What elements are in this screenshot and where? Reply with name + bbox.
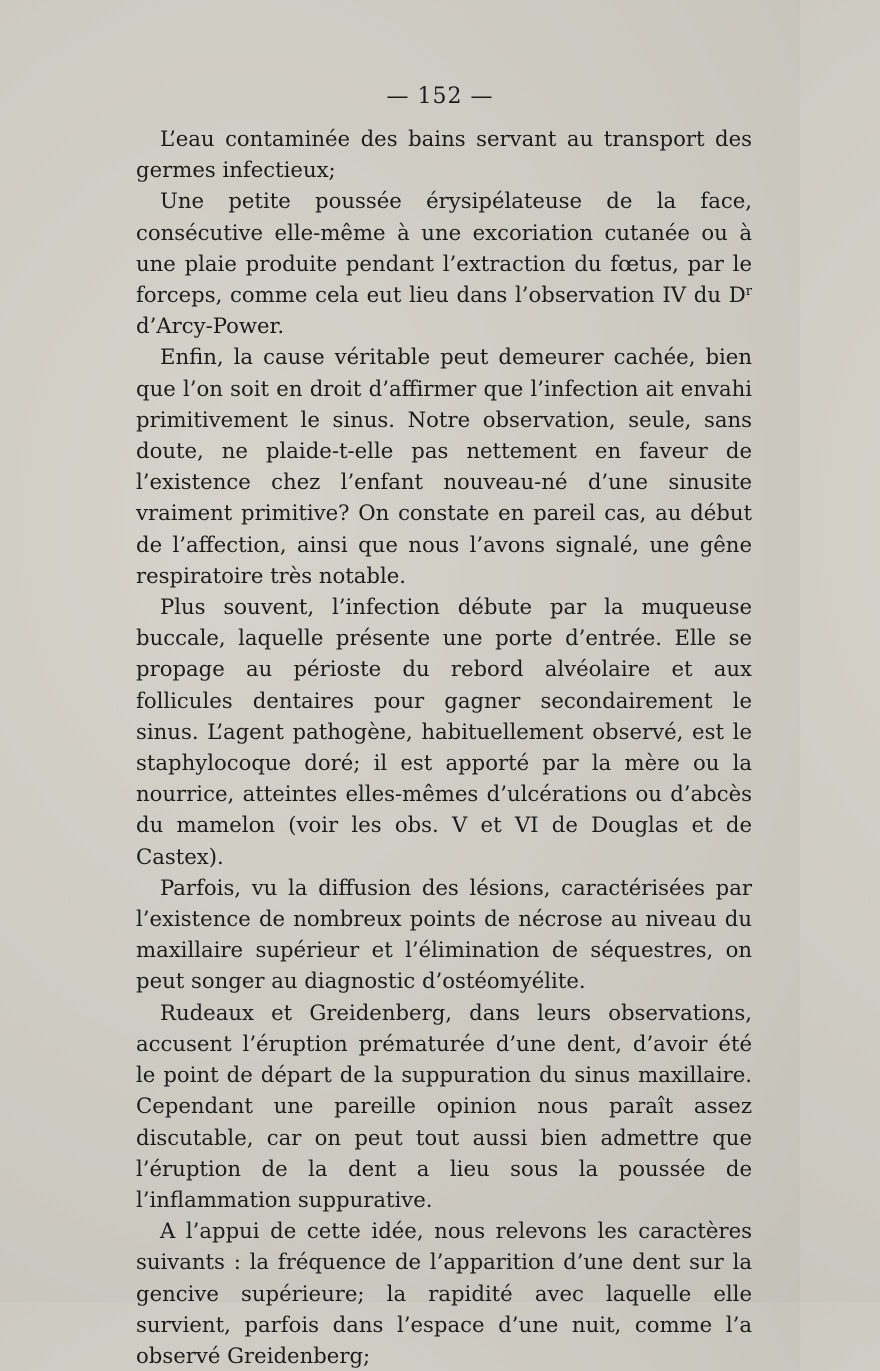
paragraph-6: Rudeaux et Greidenberg, dans leurs observations, accusent l’éruption prématurée d’une dent, d’avoir été le point de départ de la suppuration du sinus maxillaire. Cependant une pareille opinion nous paraît assez discutable, car on peut tout aussi bien admettre que l’éruption de la dent a lieu sous la poussée de l’inflammation suppurative.	[136, 999, 752, 1212]
paragraph-2	[136, 185, 752, 341]
page-number: — 152 —	[386, 84, 494, 109]
paragraph-3: Enfin, la cause véritable peut demeurer cachée, bien que l’on soit en droit d’affirmer que l’infection ait envahi primitivement le sinus. Notre observation, seule, sans doute, ne plaide-t-elle pas nettement en faveur de l’existence chez l’enfant nouveau-né d’une sinusite vraiment primitive? On constate en pareil cas, au début de l’affection, ainsi que nous l’avons signalé, une gêne respiratoire très notable.	[136, 344, 752, 588]
doctor-superscript: r	[745, 283, 752, 299]
paragraph-2-text: Une petite poussée érysipélateuse de la face, consécutive elle-même à une excoriation cutanée ou à une plaie produite pendant l’extraction du fœtus, par le forceps, comme cela eut lieu dans l’observation IV du D	[136, 188, 752, 308]
body-text	[136, 123, 752, 1371]
paragraph-7: A l’appui de cette idée, nous relevons les caractères suivants : la fréquence de l’apparition d’une dent sur la gencive supérieure; la rapidité avec laquelle elle survient, parfois dans l’espace d’une nuit, comme l’a observé Greidenberg;	[136, 1218, 752, 1368]
paragraph-2-tail: d’Arcy-Power.	[136, 313, 285, 339]
paragraph-1: L’eau contaminée des bains servant au transport des germes infectieux;	[136, 126, 752, 183]
paragraph-4: Plus souvent, l’infection débute par la muqueuse buccale, laquelle présente une porte d’entrée. Elle se propage au périoste du rebord alvéolaire et aux follicules dentaires pour gagner secondairement le sinus. L’agent pathogène, habituellement observé, est le staphylocoque doré; il est apporté par la mère ou la nourrice, atteintes elles-mêmes d’ulcérations ou d’abcès du mamelon (voir les obs. V et VI de Douglas et de Castex).	[136, 594, 752, 869]
paragraph-5: Parfois, vu la diffusion des lésions, caractérisées par l’existence de nombreux points de nécrose au niveau du maxillaire supérieur et l’élimination de séquestres, on peut songer au diagnostic d’ostéomyélite.	[136, 874, 752, 994]
